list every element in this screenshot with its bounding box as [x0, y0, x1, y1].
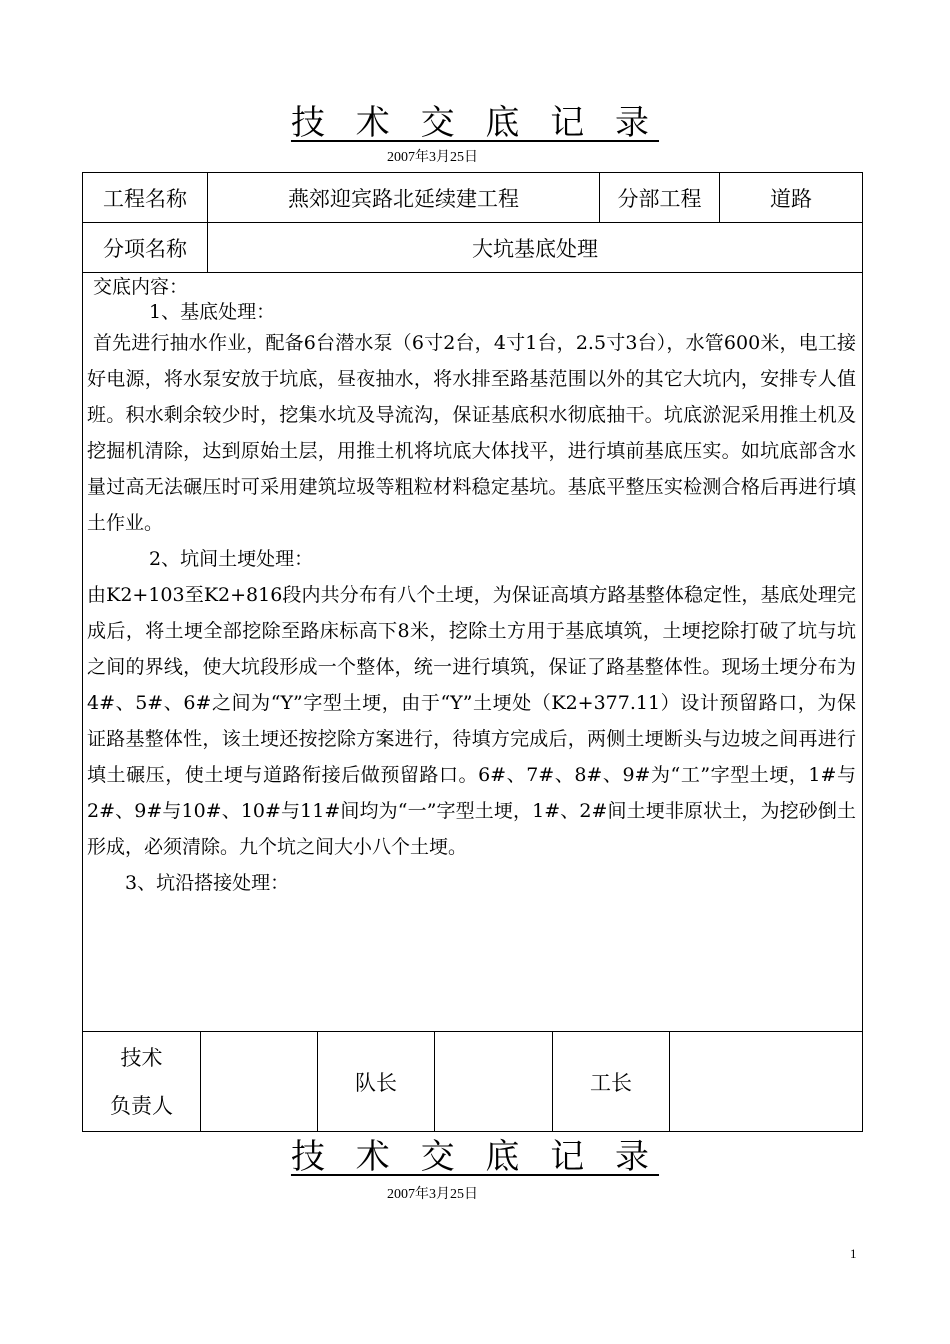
subitem-value: 大坑基底处理 [208, 223, 863, 273]
signature-table [82, 1031, 863, 1132]
division-label: 分部工程 [600, 173, 720, 223]
project-name-value: 燕郊迎宾路北延续建工程 [208, 173, 600, 223]
record-table [82, 172, 863, 1032]
subitem-label: 分项名称 [83, 223, 208, 273]
document-date-repeat: 2007年3月25日 [387, 1187, 478, 1202]
project-row [83, 173, 863, 223]
content-cell [83, 273, 863, 1032]
content-row [83, 273, 863, 1032]
document-title: 技 术 交 底 记 录 [290, 103, 660, 143]
project-name-label: 工程名称 [83, 173, 208, 223]
tech-lead-signature [201, 1032, 318, 1132]
captain-label: 队长 [318, 1032, 435, 1132]
division-value: 道路 [720, 173, 863, 223]
page-number: 1 [850, 1246, 857, 1261]
tech-lead-label [83, 1032, 201, 1132]
foreman-label: 工长 [553, 1032, 670, 1132]
section2-title: 2、坑间土埂处理： [149, 548, 314, 570]
section1-body: 首先进行抽水作业，配备6台潜水泵（6寸2台，4寸1台，2.5寸3台），水管600米，电工接好电源，将水泵安放于坑底，昼夜抽水，将水排至路基范围以外的其它大坑内，安排专人值班。积水剩余较少时，挖集水坑及导流沟，保证基底积水彻底抽干。坑底淤泥采用推土机及挖掘机清除，达到原始土层，用推土机将坑底大体找平，进行填前基底压实。如坑底部含水量过高无法碾压时可采用建筑垃圾等粗粒材料稳定基坑。基底平整压实检测合格后再进行填土作业。 [87, 332, 856, 534]
captain-signature [435, 1032, 553, 1132]
document-date: 2007年3月25日 [387, 150, 478, 165]
subitem-row [83, 223, 863, 273]
signature-row [83, 1032, 863, 1132]
content-label: 交底内容： [93, 276, 189, 298]
document-title-repeat: 技 术 交 底 记 录 [290, 1137, 660, 1177]
section1-title: 1、基底处理： [149, 301, 276, 323]
tech-lead-label-line2: 负责人 [110, 1093, 173, 1118]
foreman-signature [670, 1032, 863, 1132]
section2-body: 由K2+103至K2+816段内共分布有八个土埂，为保证高填方路基整体稳定性，基底处理完成后，将土埂全部挖除至路床标高下8米，挖除土方用于基底填筑，土埂挖除打破了坑与坑之间的界线，使大坑段形成一个整体，统一进行填筑，保证了路基整体性。现场土埂分布为4#、5#、6#之间为“Y”字型土埂，由于“Y”土埂处（K2+377.11）设计预留路口，为保证路基整体性，该土埂还按挖除方案进行，待填方完成后，两侧土埂断头与边坡之间再进行填土碾压，使土埂与道路衔接后做预留路口。6#、7#、8#、9#为“工”字型土埂，1#与2#、9#与10#、10#与11#间均为“一”字型土埂，1#、2#间土埂非原状土，为挖砂倒土形成，必须清除。九个坑之间大小八个土埂。 [87, 584, 856, 858]
tech-lead-label-line1: 技术 [120, 1045, 163, 1070]
section3-title: 3、坑沿搭接处理： [125, 872, 290, 894]
